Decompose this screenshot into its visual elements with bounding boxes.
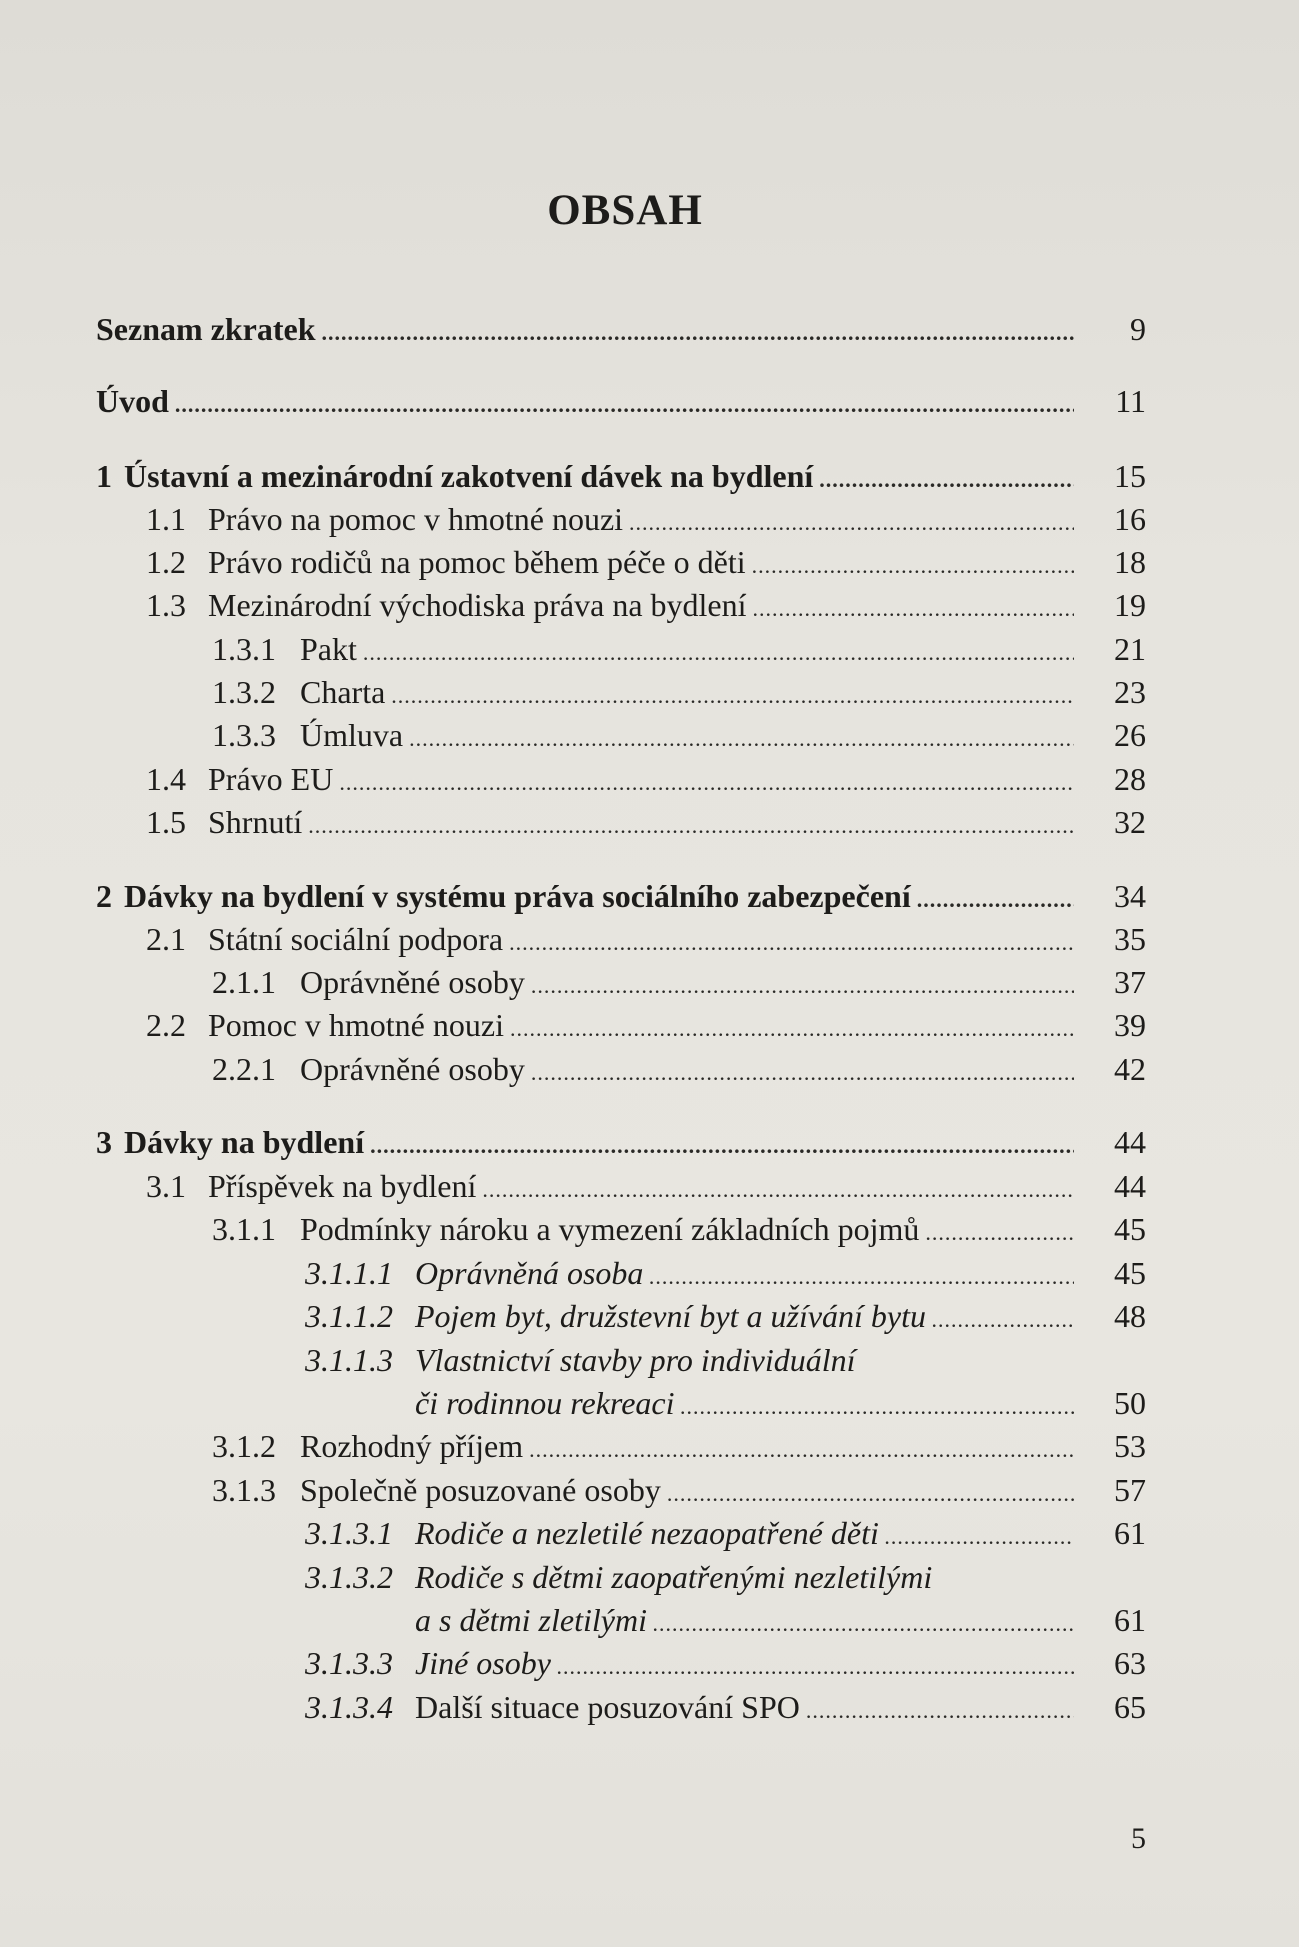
toc-entry-label: Oprávněné osoby: [300, 964, 525, 1000]
toc-entry-number: 2.2: [146, 1007, 186, 1043]
toc-entry-label: Další situace posuzování SPO: [415, 1689, 800, 1725]
toc-entry-number: 1.4: [146, 761, 186, 797]
toc-entry: [212, 673, 1146, 715]
toc-entry-page: 19: [1114, 587, 1146, 623]
toc-entry: [96, 1123, 1146, 1165]
toc-entry-page: 48: [1114, 1298, 1146, 1334]
toc-entry-label: Pojem byt, družstevní byt a užívání bytu: [415, 1298, 927, 1334]
toc-entry: [305, 1558, 1146, 1596]
toc-entry-number: 1.3.1: [212, 631, 276, 667]
toc-entry-number: 1.3.3: [212, 717, 276, 753]
leader-dots: [482, 1171, 1074, 1209]
leader-dots: [363, 634, 1074, 672]
toc-entry-page: 15: [1114, 458, 1146, 494]
toc-entry-label: Právo na pomoc v hmotné nouzi: [208, 501, 624, 537]
leader-dots: [680, 1388, 1074, 1426]
toc-entry-page: 61: [1114, 1602, 1146, 1638]
toc-entry-page: 65: [1114, 1689, 1146, 1725]
leader-dots: [557, 1648, 1074, 1686]
leader-dots: [806, 1692, 1074, 1730]
toc-entry: [96, 457, 1146, 499]
toc-entry-label: Společně posuzované osoby: [300, 1472, 661, 1508]
leader-dots: [932, 1301, 1074, 1339]
toc-entry-page: 44: [1114, 1168, 1146, 1204]
toc-entry-label: Pakt: [300, 631, 357, 667]
toc-entry-number: 3.1.3: [212, 1472, 276, 1508]
toc-entry-label: Shrnutí: [208, 804, 303, 840]
leader-dots: [339, 764, 1074, 802]
toc-entry-page: 37: [1114, 964, 1146, 1000]
toc-entry-number: 3.1.3.4: [305, 1689, 393, 1725]
toc-entry: [212, 1471, 1146, 1513]
toc-entry: [305, 1514, 1146, 1556]
leader-dots: [322, 314, 1074, 352]
leader-dots: [531, 967, 1074, 1005]
toc-entry-continuation: [415, 1601, 1146, 1643]
toc-entry-label: Dávky na bydlení v systému práva sociálního zabezpečení: [124, 878, 911, 914]
toc-entry-number: 1.3: [146, 587, 186, 623]
toc-entry-label: Rodiče a nezletilé nezaopatřené děti: [415, 1515, 879, 1551]
toc-entry-number: 3.1.1.1: [305, 1255, 393, 1291]
toc-entry-number: 3.1.3.3: [305, 1645, 393, 1681]
toc-entry: [146, 760, 1146, 802]
leader-dots: [925, 1214, 1074, 1252]
toc-entry-number: 2.1.1: [212, 964, 276, 1000]
leader-dots: [308, 807, 1074, 845]
toc-entry-label: Jiné osoby: [415, 1645, 551, 1681]
toc-entry: [96, 382, 1146, 424]
toc-entry-number: 3.1: [146, 1168, 186, 1204]
toc-entry-page: 39: [1114, 1007, 1146, 1043]
toc-entry-number: 2.1: [146, 921, 186, 957]
leader-dots: [531, 1054, 1074, 1092]
toc-entry-page: 44: [1114, 1124, 1146, 1160]
toc-entry: [212, 1210, 1146, 1252]
toc-entry-page: 18: [1114, 544, 1146, 580]
page-number: 5: [1131, 1822, 1146, 1855]
toc-entry-label: Rozhodný příjem: [300, 1428, 524, 1464]
leader-dots: [917, 881, 1074, 919]
toc-entry-page: 11: [1115, 383, 1146, 419]
toc-entry: [146, 1167, 1146, 1209]
toc-entry-page: 28: [1114, 761, 1146, 797]
toc-entry-label: Mezinárodní východiska práva na bydlení: [208, 587, 747, 623]
toc-entry-number: 2.2.1: [212, 1051, 276, 1087]
toc-entry-label: Seznam zkratek: [96, 311, 316, 347]
toc-entry: [146, 500, 1146, 542]
toc-entry: [212, 1427, 1146, 1469]
leader-dots: [510, 1010, 1074, 1048]
toc-entry-label: Oprávněná osoba: [415, 1255, 644, 1291]
toc-entry-number: 1.1: [146, 501, 186, 537]
toc-entry-number: 3.1.3.2: [305, 1559, 393, 1595]
toc-entry-page: 57: [1114, 1472, 1146, 1508]
leader-dots: [885, 1518, 1074, 1556]
toc-entry-number: 1.2: [146, 544, 186, 580]
toc-entry: [146, 543, 1146, 585]
toc-entry-page: 42: [1114, 1051, 1146, 1087]
toc-entry-page: 53: [1114, 1428, 1146, 1464]
toc-entry: [212, 963, 1146, 1005]
toc-entry-label: Charta: [300, 674, 386, 710]
leader-dots: [370, 1127, 1074, 1165]
toc-entry: [305, 1644, 1146, 1686]
toc-entry-label: Rodiče s dětmi zaopatřenými nezletilými: [415, 1559, 933, 1595]
toc-entry: [305, 1297, 1146, 1339]
leader-dots: [509, 924, 1074, 962]
toc-entry: [212, 630, 1146, 672]
leader-dots: [391, 677, 1074, 715]
toc-entry-label: Vlastnictví stavby pro individuální: [415, 1342, 856, 1378]
toc-entry-number: 2: [96, 878, 112, 914]
leader-dots: [819, 461, 1074, 499]
toc-entry-page: 61: [1114, 1515, 1146, 1551]
toc-entry-page: 63: [1114, 1645, 1146, 1681]
toc-entry: [146, 1006, 1146, 1048]
leader-dots: [752, 547, 1074, 585]
toc-entry: [305, 1254, 1146, 1296]
toc-entry-continuation: [415, 1384, 1146, 1426]
toc-entry-page: 34: [1114, 878, 1146, 914]
toc-entry-label: a s dětmi zletilými: [415, 1602, 647, 1638]
toc-entry-number: 3.1.1: [212, 1211, 276, 1247]
leader-dots: [409, 720, 1074, 758]
toc-entry-number: 3.1.3.1: [305, 1515, 393, 1551]
toc-entry-page: 35: [1114, 921, 1146, 957]
toc-entry: [305, 1341, 1146, 1379]
leader-dots: [529, 1431, 1074, 1469]
toc-entry-page: 23: [1114, 674, 1146, 710]
toc-entry-number: 3.1.1.2: [305, 1298, 393, 1334]
leader-dots: [753, 590, 1075, 628]
toc-entry-label: Podmínky nároku a vymezení základních pojmů: [300, 1211, 920, 1247]
toc-entry-number: 3.1.1.3: [305, 1342, 393, 1378]
toc-entry-page: 21: [1114, 631, 1146, 667]
leader-dots: [629, 504, 1074, 542]
toc-entry-page: 45: [1114, 1255, 1146, 1291]
toc-entry-page: 45: [1114, 1211, 1146, 1247]
toc-entry-number: 1.3.2: [212, 674, 276, 710]
toc-entry-label: Ústavní a mezinárodní zakotvení dávek na bydlení: [124, 458, 814, 494]
toc-entry-label: Dávky na bydlení: [124, 1124, 365, 1160]
toc-entry-label: Úvod: [96, 383, 169, 419]
toc-entry: [146, 803, 1146, 845]
toc-entry-page: 16: [1114, 501, 1146, 537]
toc-entry-number: 3: [96, 1124, 112, 1160]
page-title: OBSAH: [547, 187, 703, 234]
toc-entry: [212, 716, 1146, 758]
toc-entry: [146, 586, 1146, 628]
toc-entry: [146, 920, 1146, 962]
leader-dots: [653, 1605, 1074, 1643]
toc-entry: [96, 877, 1146, 919]
toc-entry-label: Pomoc v hmotné nouzi: [208, 1007, 504, 1043]
toc-entry-number: 1.5: [146, 804, 186, 840]
toc-entry-page: 26: [1114, 717, 1146, 753]
toc-entry-label: Právo rodičů na pomoc během péče o děti: [208, 544, 746, 580]
toc-entry-number: 3.1.2: [212, 1428, 276, 1464]
leader-dots: [175, 386, 1074, 424]
toc-entry-page: 32: [1114, 804, 1146, 840]
toc-entry: [305, 1688, 1146, 1730]
toc-entry-page: 50: [1114, 1385, 1146, 1421]
toc-entry-label: Oprávněné osoby: [300, 1051, 525, 1087]
toc-entry-label: Úmluva: [300, 717, 404, 753]
toc-entry-number: 1: [96, 458, 112, 494]
toc-entry-label: Příspěvek na bydlení: [208, 1168, 477, 1204]
leader-dots: [667, 1475, 1074, 1513]
leader-dots: [649, 1258, 1074, 1296]
toc-entry-label: Právo EU: [208, 761, 334, 797]
toc-entry-label: Státní sociální podpora: [208, 921, 504, 957]
toc-entry: [212, 1050, 1146, 1092]
toc-entry-label: či rodinnou rekreaci: [415, 1385, 675, 1421]
toc-entry: [96, 310, 1146, 352]
toc-entry-page: 9: [1130, 311, 1146, 347]
